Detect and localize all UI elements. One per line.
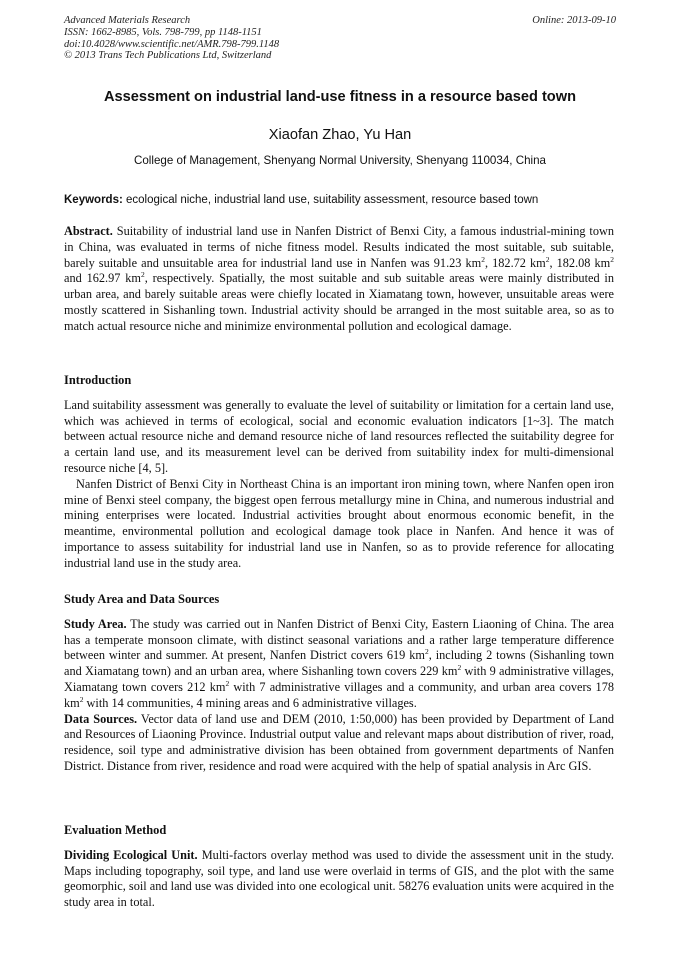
study-area-section (64, 592, 614, 775)
author-affiliation: College of Management, Shenyang Normal University, Shenyang 110034, China (133, 154, 547, 167)
ecological-unit-paragraph: Dividing Ecological Unit. Multi-factors overlay method was used to divide the assessment unit in the study. Maps including topography, soil type, and land use were overlaid in terms of GIS, and the plot with the same geomorphic, soil and land use was divided into one ecological unit. 58276 evaluation units were acquired in the study area in total. (64, 847, 615, 910)
introduction-section (64, 373, 614, 572)
journal-header (64, 15, 616, 62)
keywords-line (64, 194, 624, 206)
introduction-heading: Introduction (64, 373, 132, 387)
data-sources-paragraph: Data Sources. Vector data of land use and DEM (2010, 1:50,000) has been provided by Department of Land and Resources of Liaoning Province. Industrial output value and relevant maps about distribution of river, road, residence, soil type and administrative division has been obtained from government departments of Nanfen District. Distance from river, residence and road were acquired with the help of spatial analysis in Arc GIS. (64, 711, 615, 773)
keywords-text: ecological niche, industrial land use, suitability assessment, resource based town (126, 194, 539, 206)
journal-name: Advanced Materials Research (64, 15, 191, 26)
abstract-paragraph: Abstract. Suitability of industrial land use in Nanfen District of Benxi City, a famous industrial-mining town in China, was evaluated in terms of niche fitness model. Results indicated the most suitable, sub suitable, barely suitable and unsuitable area for industrial land use in Nanfen was 91.23 $km^2$, 182.72 $km^2$, 182.08 $km^2$ and 162.97 $km^2$, respectively. Spatially, the most suitable and sub suitable areas were mainly distributed in urban area, and barely suitable areas were chiefly located in Xiamatang town, however, unsuitable areas were mostly scattered in Sishanling town. Industrial activity should be arranged in the most suitable area, so as to match actual resource niche and minimize environmental pollution and ecological damage. (64, 224, 614, 333)
ecological-unit-label: Dividing Ecological Unit. (64, 847, 198, 862)
introduction-paragraph-2: Nanfen District of Benxi City in Northeast China is an important iron mining town, where Nanfen open iron mine of Benxi steel company, the biggest open ferrous metallurgy mine in China, and numerous industrial and mining enterprises were located. Industrial activities brought about enormous economic benefit, in the meantime, environmental pollution and ecological damage took place in Nanfen. And hence it was of importance to assess suitability for industrial land use in Nanfen, so as to provide reference for allocating industrial land use in the study area. (64, 476, 614, 570)
keywords-label: Keywords: (64, 194, 123, 206)
introduction-paragraph-1: Land suitability assessment was generally to evaluate the level of suitability or limitation for a certain land use, which was achieved in terms of ecological, social and economic evaluation indicators [1~3]. The match between actual resource niche and demand resource niche of land resources reflected the suitability degree for a certain land use, and its measurement level can be derived from suitability index for multi-dimensional resource niche [4, 5]. (64, 397, 614, 475)
study-area-label: Study Area. (64, 616, 127, 631)
evaluation-heading: Evaluation Method (64, 823, 167, 837)
study-area-heading: Study Area and Data Sources (64, 592, 220, 606)
evaluation-section (64, 823, 614, 911)
issn-line: ISSN: 1662-8985, Vols. 798-799, pp 1148-1151 (64, 26, 262, 38)
abstract-label: Abstract. (64, 224, 113, 238)
abstract-section (64, 224, 614, 335)
copyright-line: © 2013 Trans Tech Publications Ltd, Switzerland (64, 50, 272, 62)
online-date: Online: 2013-09-10 (532, 15, 616, 26)
study-area-paragraph: Study Area. The study was carried out in Nanfen District of Benxi City, Eastern Liaoning of China. The area has a temperate monsoon climate, with distinct seasonal variations and a rather large temperature difference between winter and summer. At present, Nanfen District covers 619 $km^2$, including 2 towns (Sishanling town and Xiamatang town) and an urban area, where Sishanling town covers 229 $km^2$ with 9 administrative villages, Xiamatang town covers 212 $km^2$ with 7 administrative villages and a community, and urban area covers 178 $km^2$ with 14 communities, 4 mining areas and 6 administrative villages. (64, 616, 615, 710)
paper-title: Assessment on industrial land-use fitness in a resource based town (104, 89, 576, 105)
paper-authors: Xiaofan Zhao, Yu Han (268, 127, 412, 143)
doi-line: doi:10.4028/www.scientific.net/AMR.798-799.1148 (64, 38, 280, 50)
data-sources-label: Data Sources. (64, 711, 138, 726)
